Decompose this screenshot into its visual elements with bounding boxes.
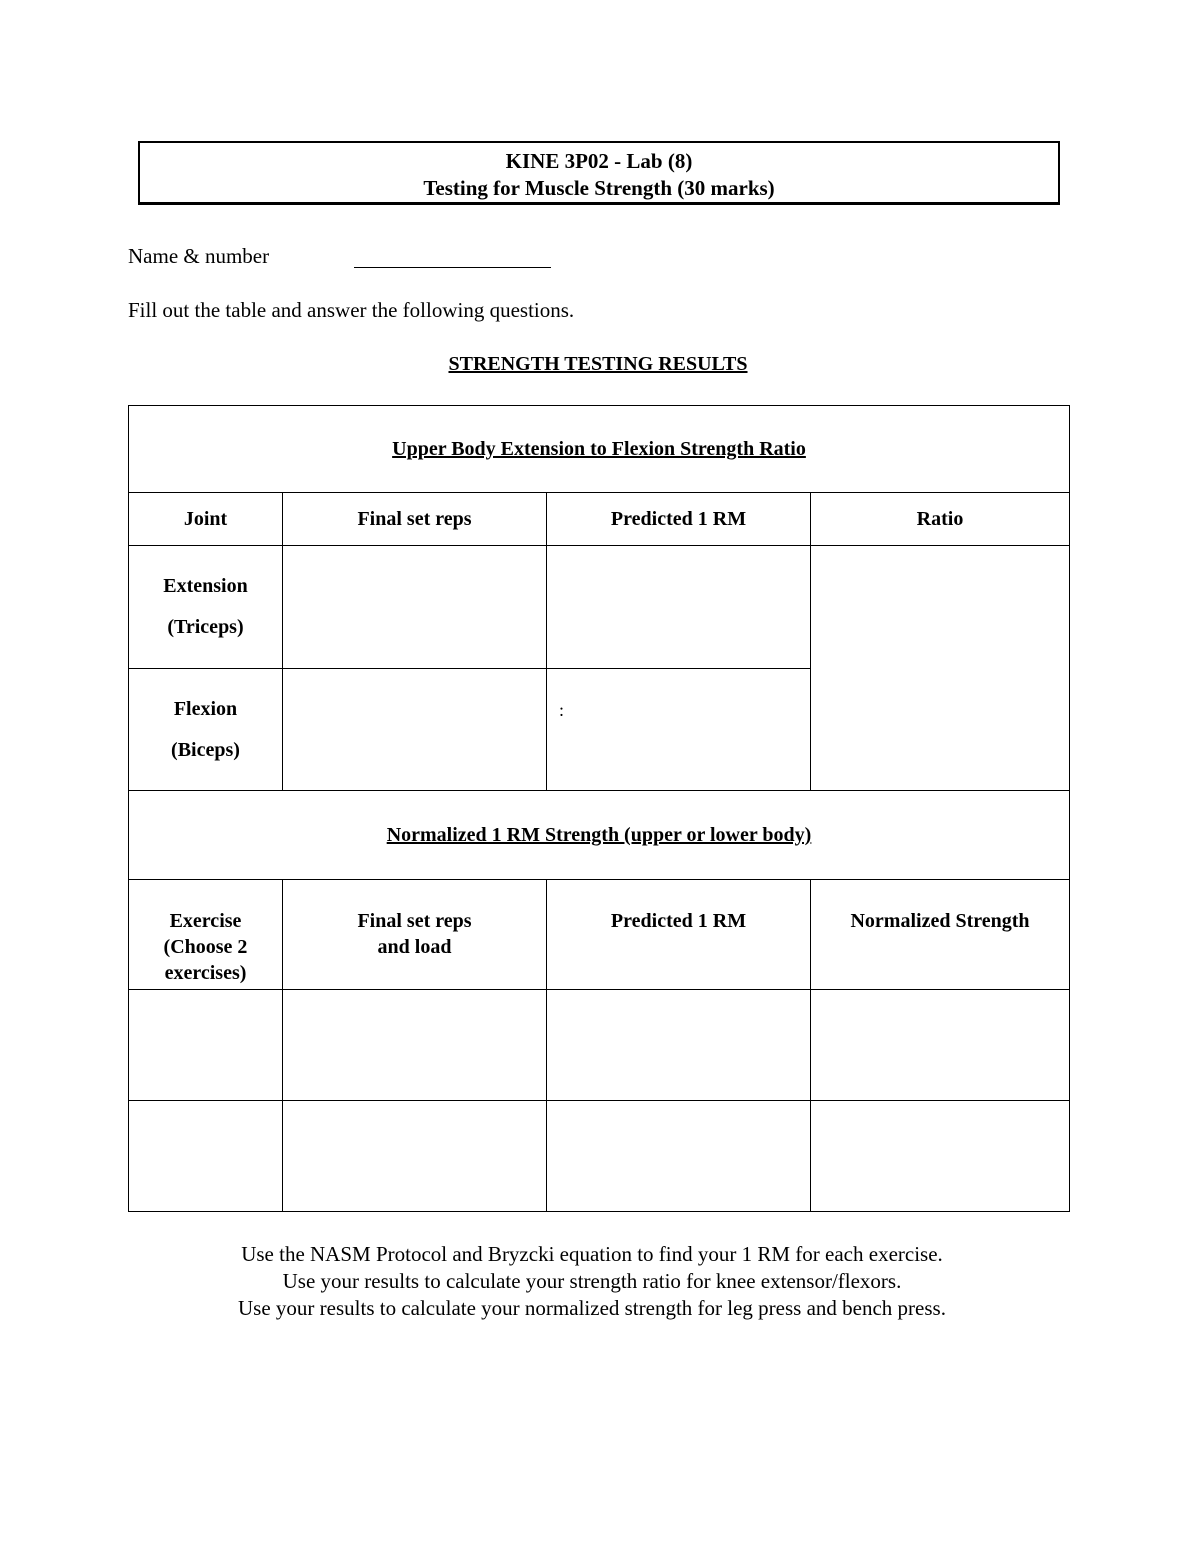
ratio-cell[interactable] bbox=[811, 546, 1070, 791]
exercise-1-normalized-cell[interactable] bbox=[811, 990, 1070, 1101]
footer-line-1: Use the NASM Protocol and Bryzcki equation to find your 1 RM for each exercise. bbox=[241, 1242, 943, 1266]
col-header-final-reps-load bbox=[283, 880, 547, 990]
ratio-section-title: Upper Body Extension to Flexion Strength Ratio bbox=[392, 438, 806, 460]
title-box bbox=[138, 141, 1060, 205]
col-header-normalized-strength bbox=[811, 880, 1070, 990]
flexion-reps-cell[interactable] bbox=[283, 669, 547, 791]
exercise-2-normalized-cell[interactable] bbox=[811, 1101, 1070, 1212]
name-label: Name & number bbox=[128, 244, 270, 268]
instructions-text: Fill out the table and answer the following questions. bbox=[128, 298, 575, 322]
footer-instructions bbox=[128, 1241, 1056, 1322]
normalized-section-title-cell bbox=[129, 791, 1070, 880]
flexion-label: Flexion bbox=[173, 697, 238, 720]
normalized-strength-header: Normalized Strength bbox=[850, 910, 1030, 932]
col-header-joint: Joint bbox=[129, 493, 283, 546]
final-reps-header-line2: and load bbox=[377, 936, 452, 958]
stray-mark: : bbox=[559, 700, 565, 720]
exercise-header-line1: Exercise bbox=[169, 910, 242, 932]
exercise-1-1rm-cell[interactable] bbox=[547, 990, 811, 1101]
col-header-final-set-reps: Final set reps bbox=[283, 493, 547, 546]
extension-label: Extension bbox=[163, 575, 248, 597]
extension-1rm-cell[interactable] bbox=[547, 546, 811, 669]
predicted-1rm-header: Predicted 1 RM bbox=[610, 910, 747, 932]
exercise-2-1rm-cell[interactable] bbox=[547, 1101, 811, 1212]
biceps-label: (Biceps) bbox=[171, 738, 240, 761]
normalized-section-title: Normalized 1 RM Strength (upper or lower body) bbox=[386, 824, 812, 846]
section-title: STRENGTH TESTING RESULTS bbox=[448, 353, 748, 375]
col-header-predicted-1rm: Predicted 1 RM bbox=[547, 493, 811, 546]
flexion-1rm-cell[interactable] bbox=[547, 669, 811, 791]
exercise-header-line2: (Choose 2 bbox=[163, 936, 248, 958]
col-header-ratio: Ratio bbox=[811, 493, 1070, 546]
lab-title: Testing for Muscle Strength (30 marks) bbox=[423, 176, 775, 200]
exercise-1-cell[interactable] bbox=[129, 990, 283, 1101]
name-blank-field[interactable] bbox=[354, 267, 551, 268]
exercise-2-cell[interactable] bbox=[129, 1101, 283, 1212]
col-header-exercise bbox=[129, 880, 283, 990]
row-label-extension bbox=[129, 546, 283, 669]
row-label-flexion bbox=[129, 669, 283, 791]
footer-line-3: Use your results to calculate your normalized strength for leg press and bench press. bbox=[238, 1296, 946, 1320]
footer-line-2: Use your results to calculate your strength ratio for knee extensor/flexors. bbox=[282, 1269, 902, 1293]
strength-results-table bbox=[128, 405, 1070, 1212]
extension-reps-cell[interactable] bbox=[283, 546, 547, 669]
course-title: KINE 3P02 - Lab (8) bbox=[505, 149, 693, 173]
exercise-header-line3: exercises) bbox=[164, 962, 247, 984]
ratio-section-title-cell bbox=[129, 406, 1070, 493]
col-header-predicted-1rm-2 bbox=[547, 880, 811, 990]
exercise-2-reps-cell[interactable] bbox=[283, 1101, 547, 1212]
exercise-1-reps-cell[interactable] bbox=[283, 990, 547, 1101]
triceps-label: (Triceps) bbox=[167, 616, 244, 638]
final-reps-header-line1: Final set reps bbox=[357, 910, 472, 932]
